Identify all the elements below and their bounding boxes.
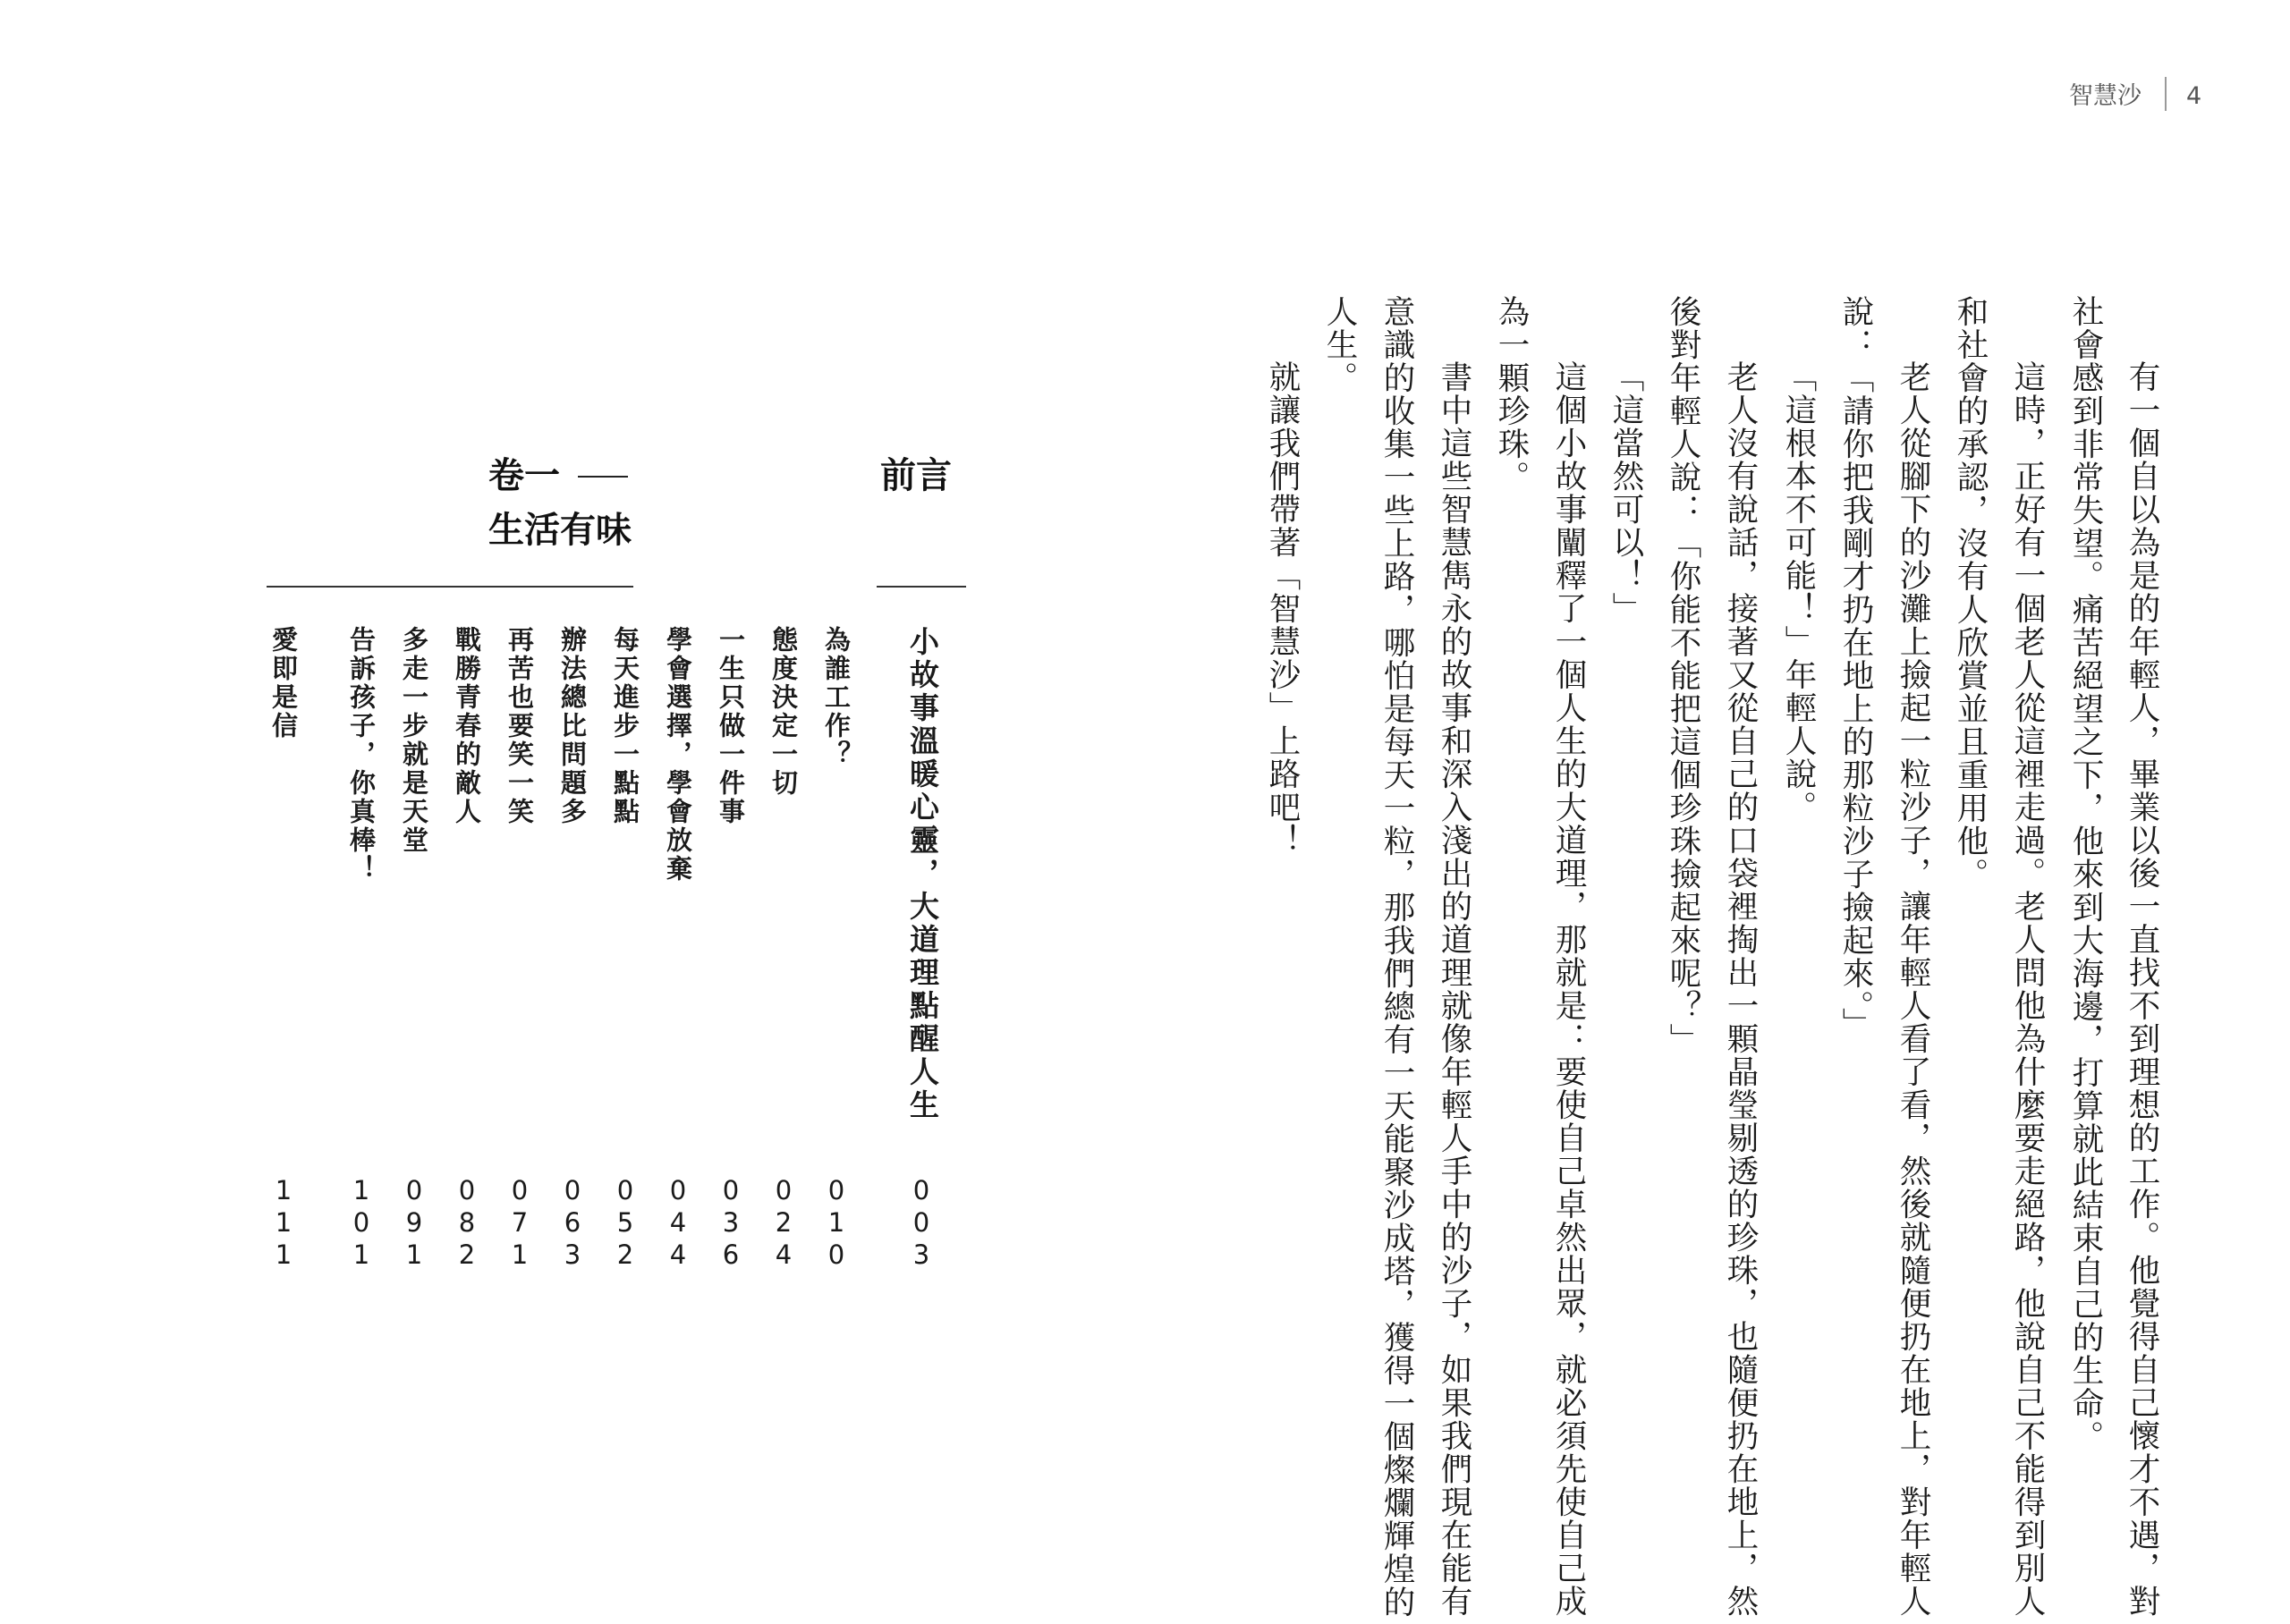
toc-entry[interactable]: 多走一步就是天堂 bbox=[399, 626, 429, 855]
toc-page-number: 036 bbox=[716, 1175, 746, 1272]
toc-entry[interactable]: 態度決定一切 bbox=[768, 626, 799, 798]
body-column: 書中這些智慧雋永的故事和深入淺出的道理就像年輕人手中的沙子，如果我們現在能有 bbox=[1436, 360, 1472, 1618]
toc-page-number: 082 bbox=[452, 1175, 482, 1272]
toc-page-number: 101 bbox=[346, 1175, 377, 1272]
body-column: 意識的收集一些上路，哪怕是每天一粒，那我們總有一天能聚沙成塔，獲得一個燦爛輝煌的 bbox=[1378, 295, 1415, 1619]
toc-page-number: 024 bbox=[768, 1175, 799, 1272]
body-column: 社會感到非常失望。痛苦絕望之下，他來到大海邊，打算就此結束自己的生命。 bbox=[2067, 295, 2104, 1453]
body-column: 後對年輕人說：「你能不能把這個珍珠撿起來呢？」 bbox=[1665, 295, 1701, 1056]
toc-page-number: 111 bbox=[268, 1175, 299, 1272]
toc-page-number: 052 bbox=[610, 1175, 640, 1272]
body-column: 「這根本不可能！」年輕人說。 bbox=[1780, 360, 1817, 824]
toc-entry[interactable]: 戰勝青春的敵人 bbox=[452, 626, 482, 826]
header-divider bbox=[2165, 77, 2167, 111]
volume-heading-dash bbox=[578, 476, 628, 478]
body-column: 「這當然可以！」 bbox=[1607, 360, 1644, 625]
body-column: 說：「請你把我剛才扔在地上的那粒沙子撿起來。」 bbox=[1837, 295, 1874, 1041]
volume-rule bbox=[267, 586, 633, 588]
toc-page-number: 003 bbox=[906, 1175, 937, 1272]
body-column: 人生。 bbox=[1321, 295, 1358, 394]
volume-heading-label: 卷一 bbox=[488, 455, 560, 496]
toc-entry[interactable]: 告訴孩子，你真棒！ bbox=[346, 626, 377, 884]
body-column: 為一顆珍珠。 bbox=[1493, 295, 1530, 494]
body-column: 就讓我們帶著「智慧沙」上路吧！ bbox=[1264, 360, 1301, 857]
running-header-title: 智慧沙 bbox=[2069, 82, 2142, 110]
body-column: 和社會的承認，沒有人欣賞並且重用他。 bbox=[1952, 295, 1989, 891]
toc-page-number: 010 bbox=[821, 1175, 852, 1272]
volume-heading-title: 生活有味 bbox=[488, 510, 632, 551]
toc-page-number: 063 bbox=[557, 1175, 588, 1272]
toc-page-number: 091 bbox=[399, 1175, 429, 1272]
page-number: 4 bbox=[2186, 82, 2202, 110]
toc-page-number: 071 bbox=[505, 1175, 535, 1272]
body-column: 老人從腳下的沙灘上撿起一粒沙子，讓年輕人看了看，然後就隨便扔在地上，對年輕人 bbox=[1895, 360, 1931, 1618]
toc-entry[interactable]: 一生只做一件事 bbox=[716, 626, 746, 826]
toc-page-number: 044 bbox=[663, 1175, 693, 1272]
body-column: 老人沒有說話，接著又從自己的口袋裡掏出一顆晶瑩剔透的珍珠，也隨便扔在地上，然 bbox=[1722, 360, 1759, 1618]
toc-entry[interactable]: 愛即是信 bbox=[268, 626, 299, 740]
body-column: 這時，正好有一個老人從這裡走過。老人問他為什麼要走絕路，他說自己不能得到別人 bbox=[2009, 360, 2046, 1618]
body-column: 有一個自以為是的年輕人，畢業以後一直找不到理想的工作。他覺得自己懷才不遇，對 bbox=[2124, 360, 2160, 1618]
toc-entry-preface[interactable]: 小故事溫暖心靈，大道理點醒人生 bbox=[905, 626, 940, 1122]
toc-entry[interactable]: 為誰工作？ bbox=[821, 626, 852, 769]
toc-entry[interactable]: 辦法總比問題多 bbox=[557, 626, 588, 826]
toc-entry[interactable]: 學會選擇，學會放棄 bbox=[663, 626, 693, 884]
body-column: 這個小故事闡釋了一個人生的大道理，那就是：要使自己卓然出眾，就必須先使自己成 bbox=[1550, 360, 1587, 1618]
preface-heading: 前言 bbox=[880, 455, 952, 496]
preface-rule bbox=[877, 586, 966, 588]
toc-entry[interactable]: 再苦也要笑一笑 bbox=[505, 626, 535, 826]
toc-entry[interactable]: 每天進步一點點 bbox=[610, 626, 640, 826]
